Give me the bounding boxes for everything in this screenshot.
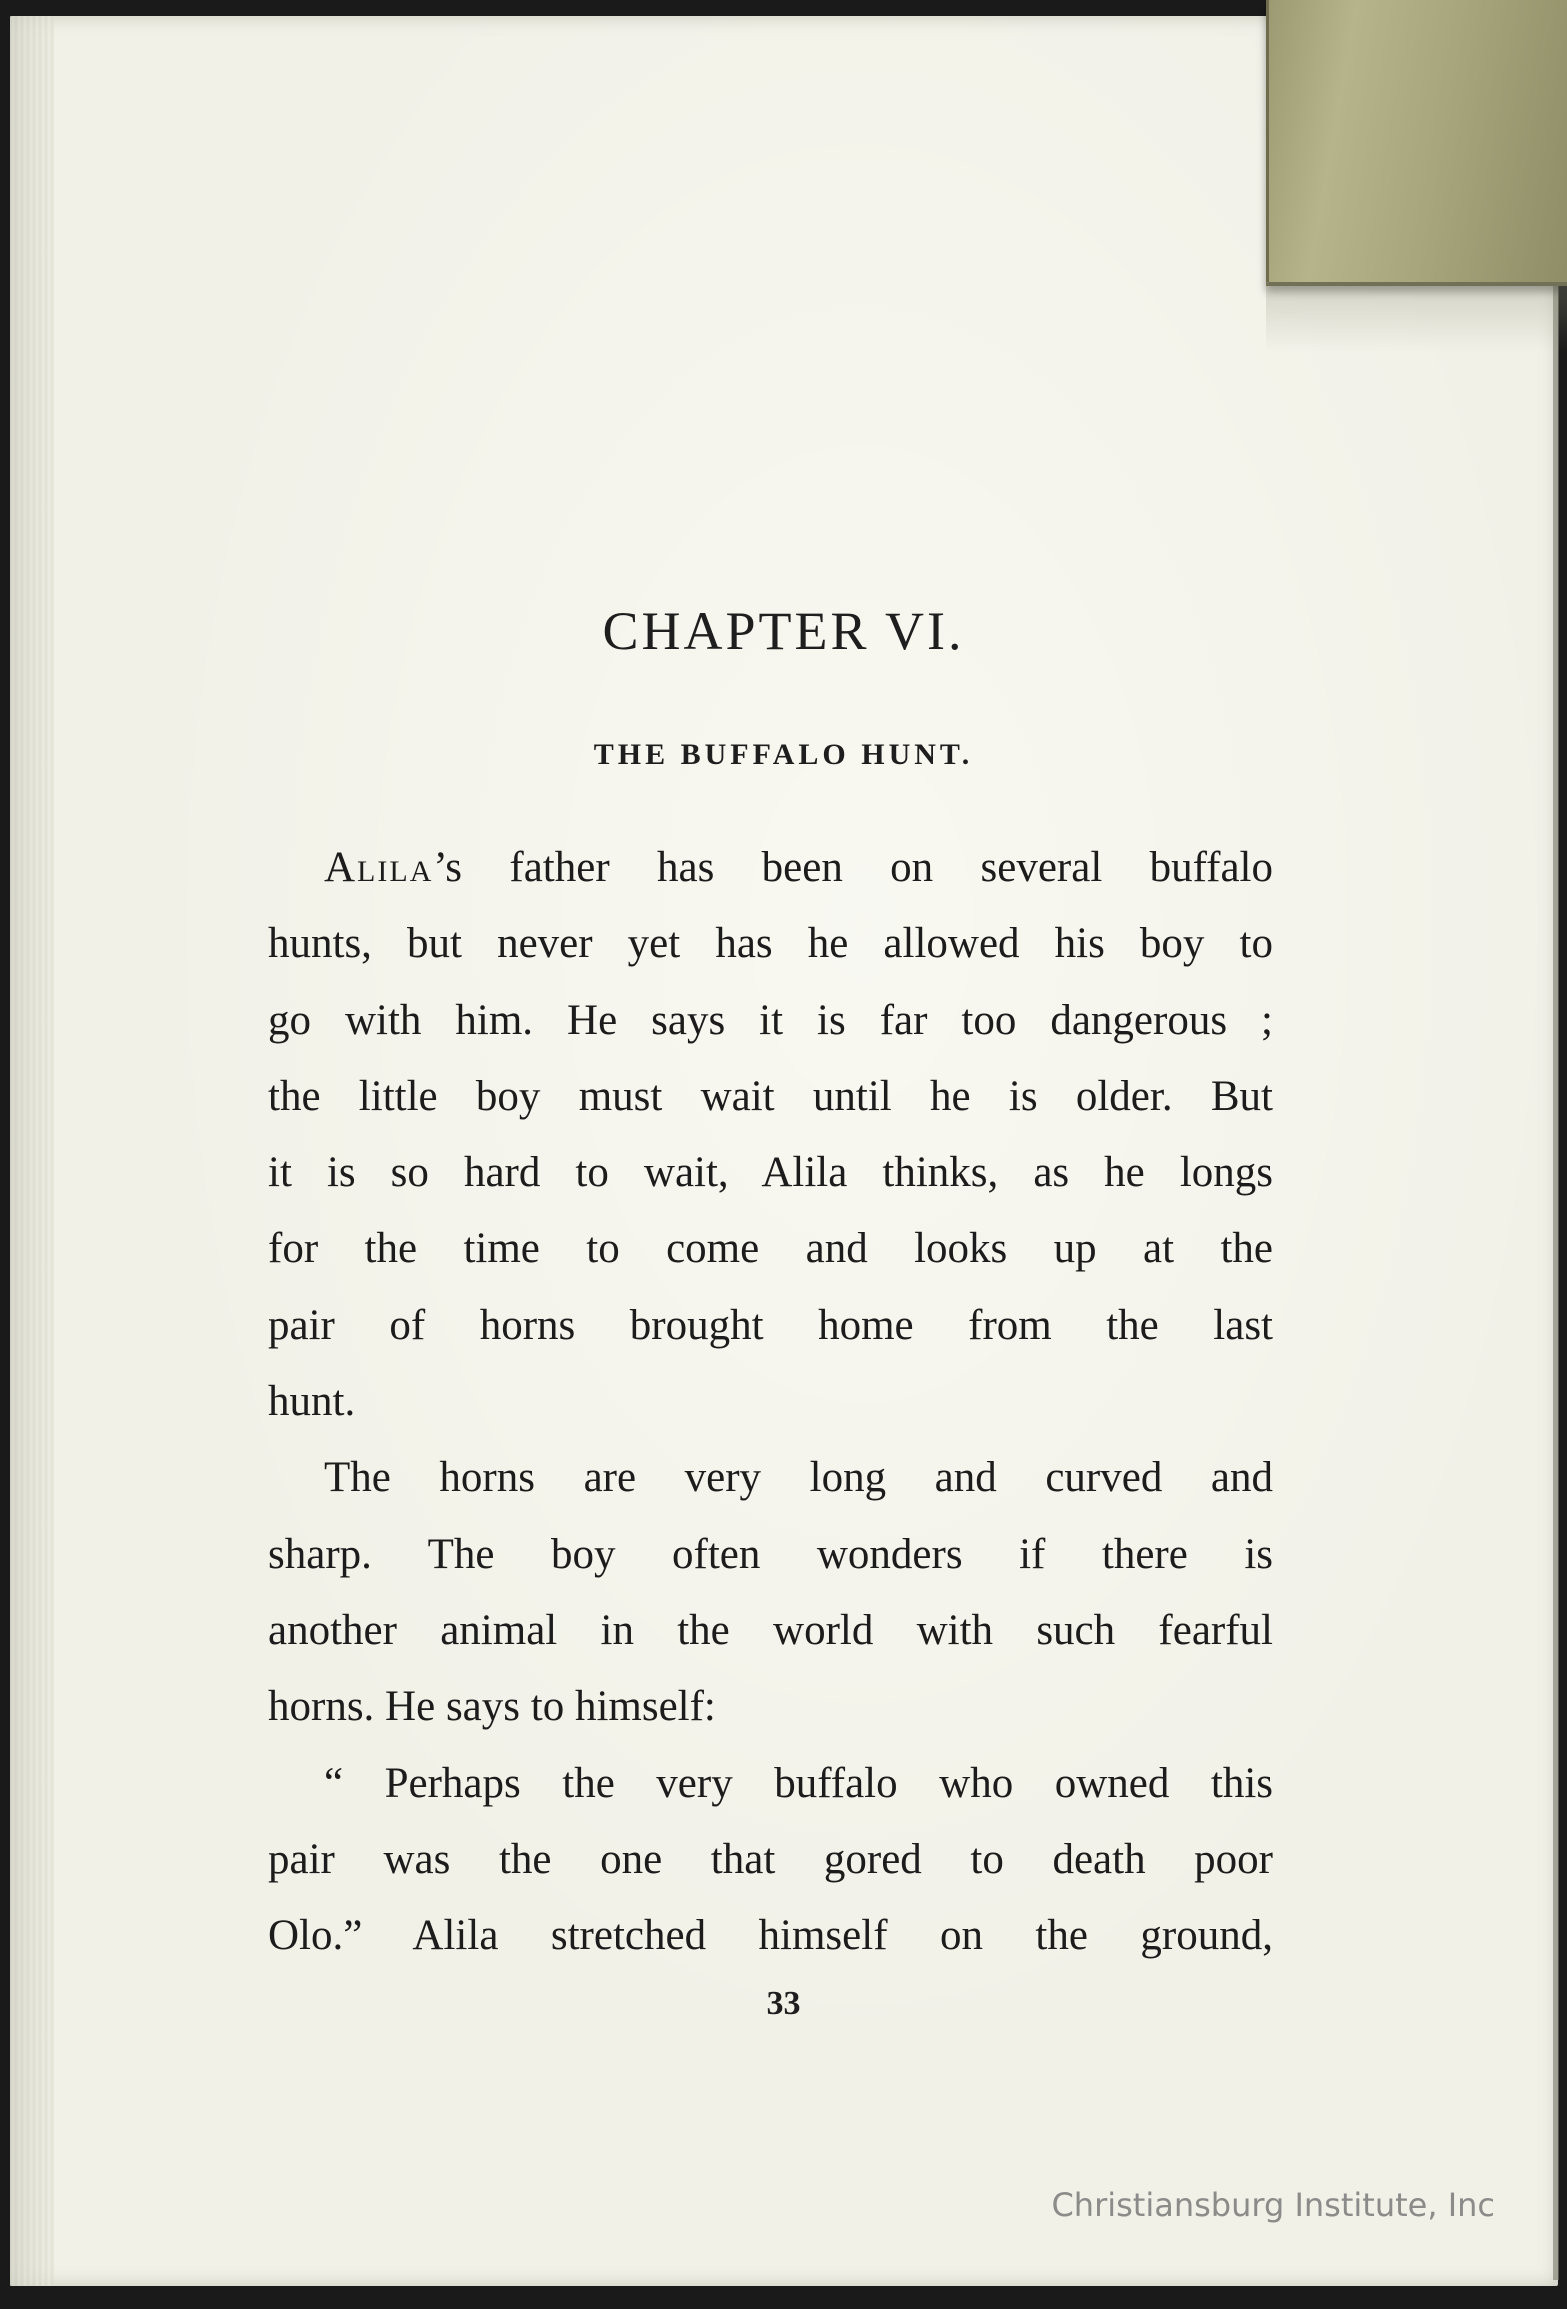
chapter-subtitle: THE BUFFALO HUNT. <box>593 738 974 771</box>
text-line: go with him. He says it is far too dangerous ; <box>268 996 1273 1044</box>
text-line: pair of horns brought home from the last <box>268 1301 1273 1349</box>
text-line: for the time to come and looks up at the <box>268 1225 1273 1273</box>
text-line: Olo.” Alila stretched himself on the ground, <box>268 1912 1273 1960</box>
text-line: sharp. The boy often wonders if there is <box>268 1530 1273 1578</box>
text-line: The horns are very long and curved and <box>324 1454 1273 1502</box>
watermark-text: Christiansburg Institute, Inc <box>1051 2186 1495 2224</box>
text-line: pair was the one that gored to death poor <box>268 1835 1273 1883</box>
text-line: hunt. <box>268 1378 356 1426</box>
page-fore-edge <box>10 16 54 2286</box>
text-line: horns. He says to himself: <box>268 1683 716 1731</box>
text-line: hunts, but never yet has he allowed his boy to <box>268 920 1273 968</box>
text-line-content: ’s father has been on several buffalo <box>433 844 1273 891</box>
page-right-edge <box>1553 280 1559 2280</box>
cover-corner-shadow <box>1266 282 1567 352</box>
text-line: the little boy must wait until he is older. But <box>268 1072 1273 1120</box>
text-line: it is so hard to wait, Alila thinks, as he longs <box>268 1149 1273 1197</box>
text-line: “ Perhaps the very buffalo who owned this <box>324 1759 1273 1807</box>
chapter-title: CHAPTER VI. <box>602 601 965 661</box>
text-line: another animal in the world with such fearful <box>268 1606 1273 1654</box>
drop-word: Alila <box>324 844 434 891</box>
text-line <box>268 830 1273 906</box>
body-text <box>268 830 1273 1974</box>
cover-corner <box>1266 0 1567 286</box>
page-number: 33 <box>766 1985 801 2022</box>
